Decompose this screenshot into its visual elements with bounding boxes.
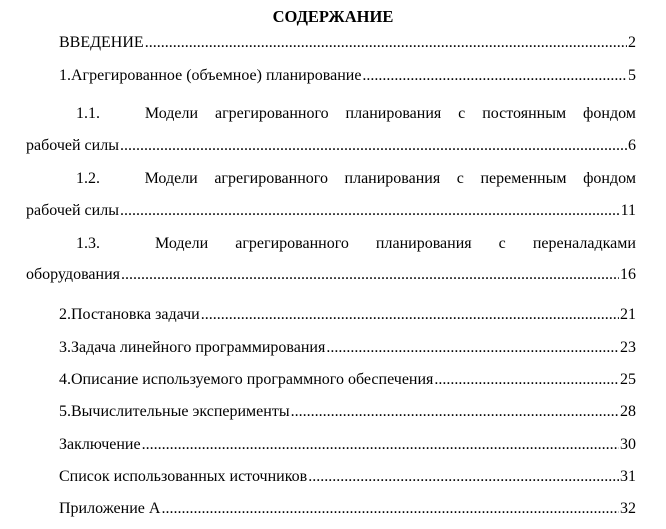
toc-entry-page: 2 — [628, 34, 636, 51]
toc-word: агрегированного — [235, 235, 349, 252]
toc-word: постоянным — [482, 105, 567, 122]
toc-entry-page: 5 — [628, 67, 636, 84]
toc-entry-page: 30 — [620, 436, 636, 453]
toc-entry-text: Агрегированное (объемное) планирование — [71, 67, 362, 84]
toc-entry-2[interactable] — [59, 305, 636, 325]
dot-leader — [362, 66, 627, 86]
dot-leader — [145, 33, 627, 53]
toc-entry-page: 31 — [620, 468, 636, 485]
toc-entry-number: 1.2. — [76, 170, 100, 187]
toc-word: фондом — [583, 170, 636, 187]
toc-entry-text: рабочей силы — [26, 137, 119, 154]
toc-entry-5[interactable] — [59, 402, 636, 422]
dot-leader — [201, 305, 619, 325]
toc-word: планирования — [345, 105, 442, 122]
dot-leader — [142, 435, 619, 455]
toc-entry-appendix-a[interactable] — [59, 499, 636, 519]
toc-entry-text: ВВЕДЕНИЕ — [59, 34, 144, 51]
toc-entry-page: 28 — [620, 403, 636, 420]
dot-leader — [120, 136, 627, 156]
toc-entry-text: Постановка задачи — [71, 306, 200, 323]
dot-leader — [434, 370, 619, 390]
toc-entry-text: рабочей силы — [26, 202, 119, 219]
toc-entry-1-1-line2[interactable] — [26, 136, 636, 156]
toc-word: агрегированного — [214, 170, 328, 187]
toc-entry-number: 3. — [59, 339, 71, 356]
toc-entry-text: Заключение — [59, 436, 141, 453]
toc-entry-introduction[interactable] — [59, 33, 636, 53]
toc-entry-page: 25 — [620, 371, 636, 388]
toc-word: с — [456, 170, 464, 187]
toc-word: фондом — [583, 105, 636, 122]
dot-leader — [326, 338, 619, 358]
toc-entry-page: 21 — [620, 306, 636, 323]
dot-leader — [291, 402, 619, 422]
toc-entry-1-3-line1[interactable] — [76, 234, 636, 254]
toc-entry-page: 11 — [620, 202, 636, 219]
dot-leader — [121, 265, 619, 285]
toc-entry-text: Приложение А — [59, 500, 161, 517]
toc-word: агрегированного — [215, 105, 329, 122]
toc-word: Модели — [144, 105, 199, 122]
toc-entry-number: 1.1. — [76, 105, 100, 122]
dot-leader — [120, 201, 620, 221]
toc-entry-4[interactable] — [59, 370, 636, 390]
toc-word: Модели — [155, 235, 209, 252]
toc-entry-1-2-line2[interactable] — [26, 201, 636, 221]
toc-entry-conclusion[interactable] — [59, 435, 636, 455]
toc-entry-number: 1.3. — [76, 235, 100, 252]
toc-entry-number: 2. — [59, 306, 71, 323]
toc-entry-text: оборудования — [26, 266, 120, 283]
toc-word: планирования — [375, 235, 472, 252]
toc-title: СОДЕРЖАНИЕ — [272, 7, 394, 26]
toc-word: Модели — [144, 170, 198, 187]
toc-entry-page: 23 — [620, 339, 636, 356]
toc-entry-3[interactable] — [59, 338, 636, 358]
toc-entry-text: Список использованных источников — [59, 468, 308, 485]
dot-leader — [161, 499, 619, 519]
toc-word: с — [458, 105, 466, 122]
toc-entry-text: Описание используемого программного обеспечения — [71, 371, 434, 388]
toc-entry-text: Задача линейного программирования — [71, 339, 326, 356]
toc-entry-references[interactable] — [59, 467, 636, 487]
toc-word: планирования — [344, 170, 441, 187]
toc-entry-page: 32 — [620, 500, 636, 517]
toc-entry-1-1-line1[interactable] — [76, 104, 636, 124]
toc-entry-number: 4. — [59, 371, 71, 388]
toc-entry-1[interactable] — [59, 66, 636, 86]
toc-entry-page: 16 — [620, 266, 636, 283]
toc-entry-1-3-line2[interactable] — [26, 265, 636, 285]
toc-entry-text: Вычислительные эксперименты — [71, 403, 290, 420]
toc-word: с — [498, 235, 506, 252]
dot-leader — [308, 467, 619, 487]
toc-entry-number: 5. — [59, 403, 71, 420]
toc-entry-1-2-line1[interactable] — [76, 169, 636, 189]
toc-entry-page: 6 — [628, 137, 636, 154]
toc-word: переменным — [480, 170, 567, 187]
toc-word: переналадками — [532, 235, 636, 252]
toc-entry-number: 1. — [59, 67, 71, 84]
